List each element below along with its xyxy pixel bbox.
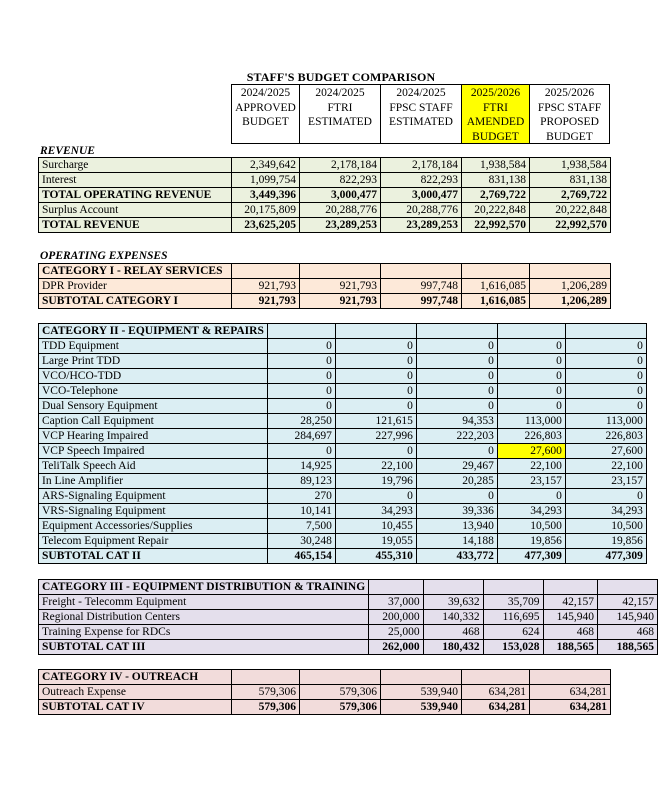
value-cell: 25,000 <box>369 625 423 640</box>
subtotal-row <box>39 188 611 203</box>
column-header-line: AMENDED <box>466 116 525 128</box>
value-cell: 455,310 <box>335 549 416 564</box>
value-cell: 539,940 <box>381 700 462 715</box>
column-header-line: ESTIMATED <box>389 116 453 128</box>
value-cell: 34,293 <box>497 504 565 519</box>
value-cell: 0 <box>267 444 335 459</box>
value-cell: 37,000 <box>369 595 423 610</box>
empty-cell <box>369 580 423 595</box>
table-row <box>39 203 611 218</box>
category-header-row <box>39 324 647 339</box>
empty-cell <box>267 324 335 339</box>
value-cell: 10,455 <box>335 519 416 534</box>
row-label: SUBTOTAL CAT IV <box>39 700 232 715</box>
value-cell: 0 <box>335 489 416 504</box>
value-cell: 921,793 <box>232 279 300 294</box>
value-cell: 3,000,477 <box>381 188 462 203</box>
value-cell: 226,803 <box>497 429 565 444</box>
value-cell: 1,938,584 <box>462 158 530 173</box>
value-cell: 0 <box>416 369 497 384</box>
value-cell: 997,748 <box>381 279 462 294</box>
value-cell: 13,940 <box>416 519 497 534</box>
category-title: CATEGORY I - RELAY SERVICES <box>39 264 232 279</box>
value-cell: 270 <box>267 489 335 504</box>
subtotal-row <box>39 640 658 655</box>
value-cell: 19,856 <box>497 534 565 549</box>
row-label: Telecom Equipment Repair <box>39 534 268 549</box>
row-label: Training Expense for RDCs <box>39 625 369 640</box>
value-cell: 35,709 <box>483 595 543 610</box>
value-cell: 634,281 <box>462 700 530 715</box>
value-cell: 284,697 <box>267 429 335 444</box>
subtotal-row <box>39 218 611 233</box>
value-cell: 0 <box>497 339 565 354</box>
column-header-line <box>381 130 461 145</box>
row-label: DPR Provider <box>39 279 232 294</box>
value-cell: 579,306 <box>232 685 300 700</box>
value-cell: 0 <box>565 384 646 399</box>
value-cell: 23,157 <box>497 474 565 489</box>
empty-cell <box>416 324 497 339</box>
value-cell: 28,250 <box>267 414 335 429</box>
table-row <box>39 158 611 173</box>
row-label: Freight - Telecomm Equipment <box>39 595 369 610</box>
column-header-line: FTRI <box>327 101 353 114</box>
column-header-line: BUDGET <box>546 130 593 143</box>
empty-cell <box>462 264 530 279</box>
category-table-cat2 <box>38 323 647 564</box>
table-row <box>39 534 647 549</box>
value-cell: 0 <box>416 354 497 369</box>
value-cell: 634,281 <box>530 700 611 715</box>
value-cell: 19,796 <box>335 474 416 489</box>
table-row <box>39 474 647 489</box>
value-cell: 20,222,848 <box>530 203 611 218</box>
value-cell: 140,332 <box>423 610 483 625</box>
table-row <box>39 444 647 459</box>
row-label: Outreach Expense <box>39 685 232 700</box>
value-cell: 468 <box>597 625 657 640</box>
value-cell: 831,138 <box>530 173 611 188</box>
value-cell: 2,769,722 <box>462 188 530 203</box>
value-cell: 921,793 <box>300 279 381 294</box>
value-cell: 1,938,584 <box>530 158 611 173</box>
value-cell: 227,996 <box>335 429 416 444</box>
column-header-line: APPROVED <box>235 101 296 114</box>
value-cell: 14,188 <box>416 534 497 549</box>
empty-cell <box>462 670 530 685</box>
row-label: ARS-Signaling Equipment <box>39 489 268 504</box>
subtotal-row <box>39 549 647 564</box>
value-cell: 145,940 <box>597 610 657 625</box>
table-row <box>39 339 647 354</box>
empty-cell <box>232 670 300 685</box>
value-cell: 22,992,570 <box>530 218 611 233</box>
table-row <box>39 595 658 610</box>
value-cell: 113,000 <box>565 414 646 429</box>
row-label: Surcharge <box>39 158 232 173</box>
empty-cell <box>381 670 462 685</box>
value-cell: 0 <box>565 369 646 384</box>
column-header-line: BUDGET <box>242 116 289 128</box>
row-label: Surplus Account <box>39 203 232 218</box>
revenue-table <box>38 157 611 233</box>
value-cell: 0 <box>565 354 646 369</box>
value-cell: 94,353 <box>416 414 497 429</box>
value-cell: 2,349,642 <box>232 158 300 173</box>
category-title: CATEGORY III - EQUIPMENT DISTRIBUTION & TRAINING <box>39 580 369 595</box>
value-cell: 23,157 <box>565 474 646 489</box>
empty-cell <box>300 670 381 685</box>
category-table-cat4 <box>38 669 611 715</box>
value-cell: 0 <box>335 354 416 369</box>
value-cell: 200,000 <box>369 610 423 625</box>
value-cell: 433,772 <box>416 549 497 564</box>
value-cell: 10,500 <box>497 519 565 534</box>
value-cell: 0 <box>335 384 416 399</box>
value-cell: 477,309 <box>565 549 646 564</box>
value-cell: 113,000 <box>497 414 565 429</box>
value-cell: 153,028 <box>483 640 543 655</box>
value-cell: 0 <box>416 399 497 414</box>
category-title: CATEGORY II - EQUIPMENT & REPAIRS <box>39 324 268 339</box>
column-header-line: FPSC STAFF <box>389 101 453 114</box>
category-table-cat3 <box>38 579 658 655</box>
value-cell: 222,203 <box>416 429 497 444</box>
column-header-line: FPSC STAFF <box>537 101 602 114</box>
column-header-5 <box>529 84 610 144</box>
value-cell: 0 <box>497 354 565 369</box>
subtotal-row <box>39 294 611 309</box>
empty-cell <box>300 264 381 279</box>
table-row <box>39 504 647 519</box>
table-row <box>39 369 647 384</box>
value-cell: 579,306 <box>300 685 381 700</box>
empty-cell <box>335 324 416 339</box>
value-cell: 921,793 <box>300 294 381 309</box>
value-cell: 465,154 <box>267 549 335 564</box>
row-label: TOTAL REVENUE <box>39 218 232 233</box>
value-cell: 14,925 <box>267 459 335 474</box>
value-cell: 0 <box>335 339 416 354</box>
value-cell: 23,289,253 <box>300 218 381 233</box>
value-cell: 116,695 <box>483 610 543 625</box>
value-cell: 29,467 <box>416 459 497 474</box>
table-row <box>39 519 647 534</box>
category-header-row <box>39 580 658 595</box>
row-label: TOTAL OPERATING REVENUE <box>39 188 232 203</box>
value-cell: 22,992,570 <box>462 218 530 233</box>
value-cell: 19,055 <box>335 534 416 549</box>
column-header-4 <box>461 84 530 144</box>
table-row <box>39 173 611 188</box>
column-header-line: 2024/2025 <box>240 87 291 99</box>
value-cell: 634,281 <box>462 685 530 700</box>
column-header-line <box>300 130 380 145</box>
value-cell: 39,336 <box>416 504 497 519</box>
column-header-2 <box>299 84 381 144</box>
value-cell: 0 <box>416 444 497 459</box>
value-cell: 89,123 <box>267 474 335 489</box>
value-cell: 22,100 <box>565 459 646 474</box>
value-cell: 42,157 <box>543 595 597 610</box>
category-header-row <box>39 670 611 685</box>
row-label: VCP Speech Impaired <box>39 444 268 459</box>
value-cell: 145,940 <box>543 610 597 625</box>
column-header-line: 2025/2026 <box>470 87 521 99</box>
value-cell: 0 <box>416 489 497 504</box>
category-header-row <box>39 264 611 279</box>
value-cell: 0 <box>497 399 565 414</box>
table-row <box>39 384 647 399</box>
value-cell: 22,100 <box>335 459 416 474</box>
row-label: Dual Sensory Equipment <box>39 399 268 414</box>
value-cell: 10,500 <box>565 519 646 534</box>
value-cell: 1,099,754 <box>232 173 300 188</box>
value-cell: 579,306 <box>232 700 300 715</box>
operating-expenses-label: OPERATING EXPENSES <box>40 250 168 262</box>
table-row <box>39 489 647 504</box>
value-cell: 634,281 <box>530 685 611 700</box>
value-cell: 0 <box>565 399 646 414</box>
value-cell: 2,178,184 <box>300 158 381 173</box>
page-title: STAFF'S BUDGET COMPARISON <box>246 70 436 84</box>
value-cell: 22,100 <box>497 459 565 474</box>
value-cell: 1,616,085 <box>462 279 530 294</box>
table-row <box>39 429 647 444</box>
value-cell: 226,803 <box>565 429 646 444</box>
row-label: SUBTOTAL CAT II <box>39 549 268 564</box>
value-cell: 27,600 <box>565 444 646 459</box>
value-cell: 468 <box>423 625 483 640</box>
column-header-line: 2024/2025 <box>396 87 446 99</box>
column-header-line: PROPOSED <box>540 116 599 128</box>
value-cell: 34,293 <box>565 504 646 519</box>
column-header-line <box>232 130 299 145</box>
row-label: In Line Amplifier <box>39 474 268 489</box>
value-cell: 7,500 <box>267 519 335 534</box>
value-cell: 3,449,396 <box>232 188 300 203</box>
row-label: Regional Distribution Centers <box>39 610 369 625</box>
value-cell: 1,616,085 <box>462 294 530 309</box>
value-cell: 0 <box>497 369 565 384</box>
row-label: Equipment Accessories/Supplies <box>39 519 268 534</box>
empty-cell <box>597 580 657 595</box>
empty-cell <box>423 580 483 595</box>
value-cell: 20,175,809 <box>232 203 300 218</box>
value-cell: 0 <box>565 339 646 354</box>
category-table-cat1 <box>38 263 611 309</box>
value-cell: 468 <box>543 625 597 640</box>
value-cell: 0 <box>267 399 335 414</box>
value-cell: 0 <box>416 384 497 399</box>
value-cell: 579,306 <box>300 700 381 715</box>
value-cell: 624 <box>483 625 543 640</box>
value-cell: 2,769,722 <box>530 188 611 203</box>
empty-cell <box>530 670 611 685</box>
row-label: VCO-Telephone <box>39 384 268 399</box>
value-cell: 0 <box>497 489 565 504</box>
revenue-section-label: REVENUE <box>40 145 95 157</box>
value-cell: 0 <box>267 384 335 399</box>
value-cell: 262,000 <box>369 640 423 655</box>
value-cell: 0 <box>335 399 416 414</box>
empty-cell <box>381 264 462 279</box>
table-row <box>39 625 658 640</box>
empty-cell <box>483 580 543 595</box>
row-label: VCP Hearing Impaired <box>39 429 268 444</box>
column-header-1 <box>231 84 300 144</box>
value-cell: 188,565 <box>597 640 657 655</box>
value-cell: 0 <box>267 354 335 369</box>
value-cell: 23,625,205 <box>232 218 300 233</box>
value-cell: 2,178,184 <box>381 158 462 173</box>
value-cell: 20,285 <box>416 474 497 489</box>
value-cell: 121,615 <box>335 414 416 429</box>
value-cell: 0 <box>267 369 335 384</box>
value-cell: 19,856 <box>565 534 646 549</box>
value-cell: 997,748 <box>381 294 462 309</box>
table-row <box>39 354 647 369</box>
value-cell: 39,632 <box>423 595 483 610</box>
column-header-line: BUDGET <box>472 130 519 143</box>
table-row <box>39 414 647 429</box>
value-cell: 34,293 <box>335 504 416 519</box>
value-cell: 477,309 <box>497 549 565 564</box>
value-cell: 0 <box>565 489 646 504</box>
value-cell: 822,293 <box>381 173 462 188</box>
column-header-line: 2024/2025 <box>315 87 365 99</box>
value-cell: 23,289,253 <box>381 218 462 233</box>
table-row <box>39 279 611 294</box>
value-cell: 0 <box>497 384 565 399</box>
value-cell: 921,793 <box>232 294 300 309</box>
value-cell: 42,157 <box>597 595 657 610</box>
value-cell: 822,293 <box>300 173 381 188</box>
value-cell: 180,432 <box>423 640 483 655</box>
row-label: Large Print TDD <box>39 354 268 369</box>
value-cell: 0 <box>335 444 416 459</box>
value-cell: 30,248 <box>267 534 335 549</box>
row-label: SUBTOTAL CAT III <box>39 640 369 655</box>
empty-cell <box>543 580 597 595</box>
column-header-line: ESTIMATED <box>308 116 372 128</box>
value-cell: 539,940 <box>381 685 462 700</box>
value-cell: 20,222,848 <box>462 203 530 218</box>
row-label: Caption Call Equipment <box>39 414 268 429</box>
row-label: VCO/HCO-TDD <box>39 369 268 384</box>
table-row <box>39 459 647 474</box>
row-label: VRS-Signaling Equipment <box>39 504 268 519</box>
value-cell: 831,138 <box>462 173 530 188</box>
value-cell: 20,288,776 <box>300 203 381 218</box>
value-cell: 1,206,289 <box>530 294 611 309</box>
category-title: CATEGORY IV - OUTREACH <box>39 670 232 685</box>
value-cell: 188,565 <box>543 640 597 655</box>
column-header-line: 2025/2026 <box>544 87 595 99</box>
value-cell: 20,288,776 <box>381 203 462 218</box>
empty-cell <box>565 324 646 339</box>
empty-cell <box>530 264 611 279</box>
value-cell: 0 <box>335 369 416 384</box>
column-header-3 <box>380 84 462 144</box>
value-cell: 27,600 <box>497 444 565 459</box>
value-cell: 0 <box>267 339 335 354</box>
value-cell: 10,141 <box>267 504 335 519</box>
empty-cell <box>497 324 565 339</box>
row-label: SUBTOTAL CATEGORY I <box>39 294 232 309</box>
row-label: TDD Equipment <box>39 339 268 354</box>
row-label: Interest <box>39 173 232 188</box>
subtotal-row <box>39 700 611 715</box>
column-header-line: FTRI <box>483 101 508 114</box>
table-row <box>39 685 611 700</box>
empty-cell <box>232 264 300 279</box>
value-cell: 0 <box>416 339 497 354</box>
table-row <box>39 399 647 414</box>
value-cell: 3,000,477 <box>300 188 381 203</box>
value-cell: 1,206,289 <box>530 279 611 294</box>
row-label: TeliTalk Speech Aid <box>39 459 268 474</box>
table-row <box>39 610 658 625</box>
